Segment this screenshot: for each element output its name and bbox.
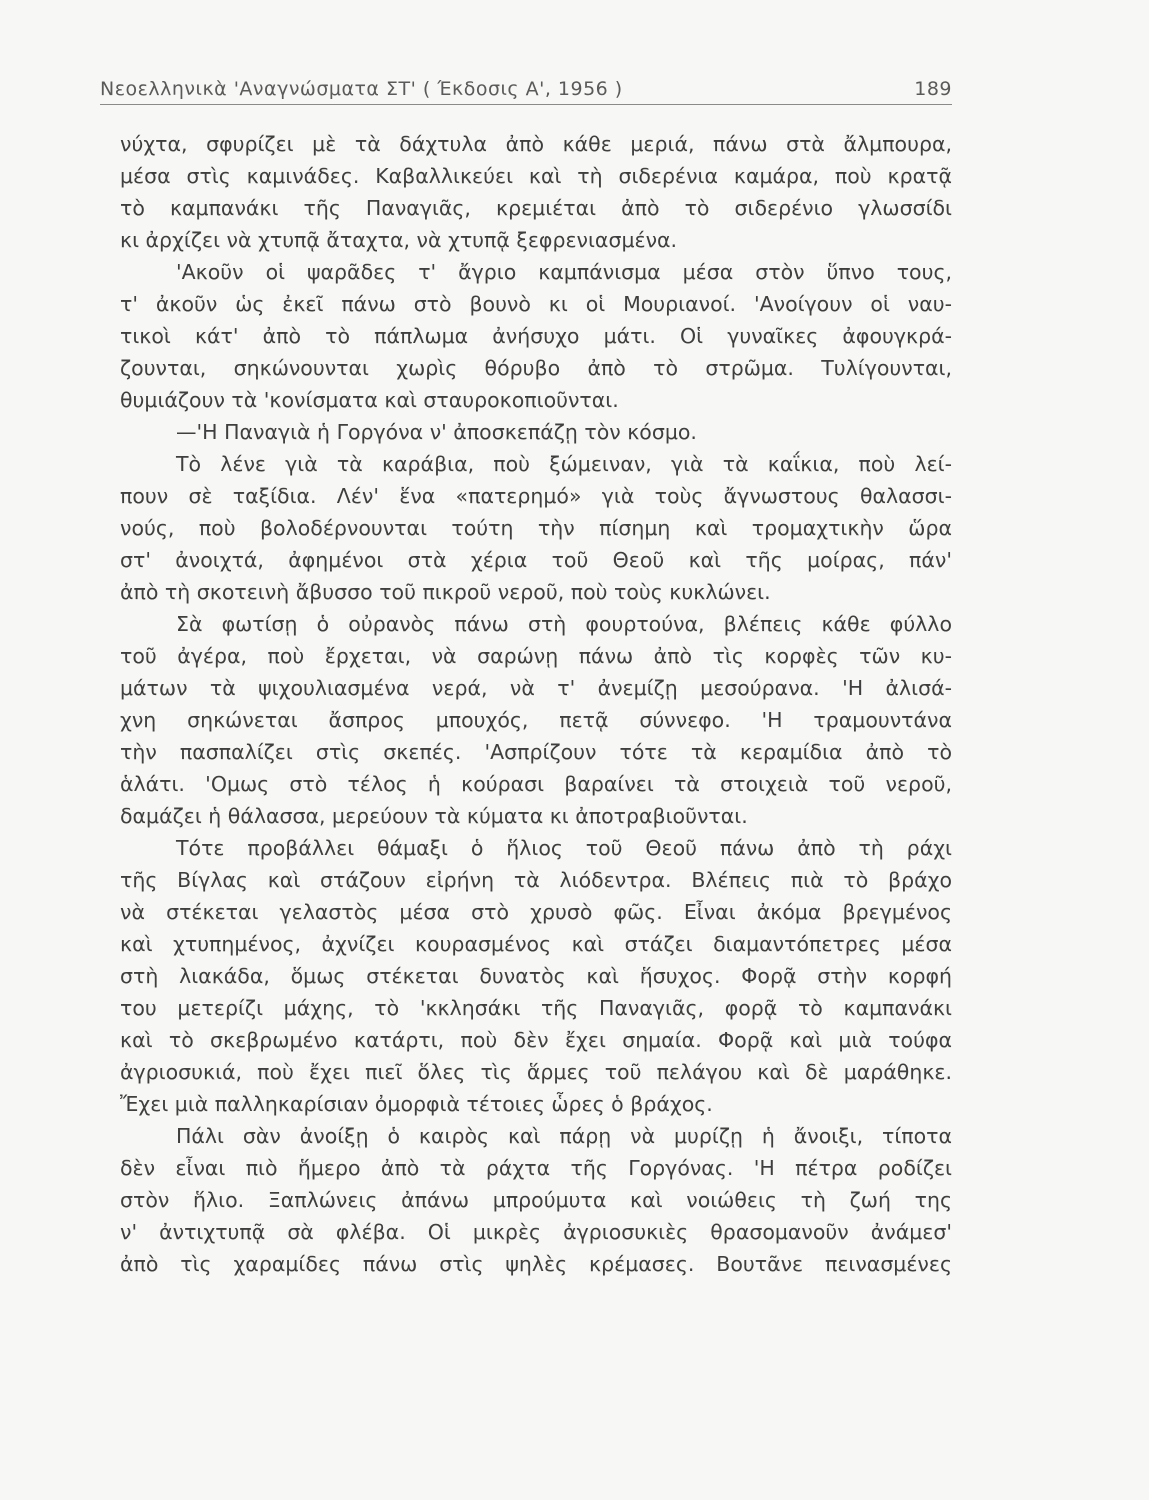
text-line: του μετερίζι μάχης, τὸ 'κκλησάκι τῆς Παναγιᾶς, φορᾷ τὸ καμπανάκι [120, 996, 952, 1020]
text-line: μάτων τὰ ψιχουλιασμένα νερά, νὰ τ' ἀνεμίζῃ μεσούρανα. 'Η ἀλισά- [120, 676, 952, 700]
text-line: ζουνται, σηκώνουνται χωρὶς θόρυβο ἀπὸ τὸ στρῶμα. Τυλίγουνται, [120, 356, 952, 380]
paragraph [120, 608, 952, 832]
text-line: μέσα στὶς καμινάδες. Καβαλλικεύει καὶ τὴ σιδερένια καμάρα, ποὺ κρατᾷ [120, 164, 952, 188]
text-line: δὲν εἶναι πιὸ ἥμερο ἀπὸ τὰ ράχτα τῆς Γοργόνας. 'Η πέτρα ροδίζει [120, 1156, 952, 1180]
text-line: Τότε προβάλλει θάμαξι ὁ ἥλιος τοῦ Θεοῦ πάνω ἀπὸ τὴ ράχι [176, 836, 952, 860]
text-line: ἀπὸ τὶς χαραμίδες πάνω στὶς ψηλὲς κρέμασες. Βουτᾶνε πεινασμένες [120, 1252, 952, 1276]
text-line: δαμάζει ἡ θάλασσα, μερεύουν τὰ κύματα κι ἀποτραβιοῦνται. [120, 804, 748, 828]
text-line: Πάλι σὰν ἀνοίξῃ ὁ καιρὸς καὶ πάρῃ νὰ μυρίζῃ ἡ ἄνοιξι, τίποτα [176, 1124, 952, 1148]
text-line: πουν σὲ ταξίδια. Λέν' ἕνα «πατερημό» γιὰ τοὺς ἄγνωστους θαλασσι- [120, 484, 952, 508]
paragraph [120, 448, 952, 608]
text-line: —'Η Παναγιὰ ἡ Γοργόνα ν' ἀποσκεπάζῃ τὸν κόσμο. [176, 420, 697, 444]
text-line: καὶ χτυπημένος, ἀχνίζει κουρασμένος καὶ στάζει διαμαντόπετρες μέσα [120, 932, 952, 956]
text-line: τὸ καμπανάκι τῆς Παναγιᾶς, κρεμιέται ἀπὸ τὸ σιδερένιο γλωσσίδι [120, 196, 952, 220]
text-line: Ἔχει μιὰ παλληκαρίσιαν ὀμορφιὰ τέτοιες ὧρες ὁ βράχος. [120, 1092, 713, 1116]
text-line: νούς, ποὺ βολοδέρνουνται τούτη τὴν πίσημη καὶ τρομαχτικὴν ὥρα [120, 516, 952, 540]
text-line: 'Ακοῦν οἱ ψαρᾶδες τ' ἄγριο καμπάνισμα μέσα στὸν ὕπνο τους, [176, 260, 952, 284]
text-line: καὶ τὸ σκεβρωμένο κατάρτι, ποὺ δὲν ἔχει σημαία. Φορᾷ καὶ μιὰ τούφα [120, 1028, 952, 1052]
text-line: ἁλάτι. 'Ομως στὸ τέλος ἡ κούρασι βαραίνει τὰ στοιχειὰ τοῦ νεροῦ, [120, 772, 952, 796]
text-line: τὴν πασπαλίζει στὶς σκεπές. 'Ασπρίζουν τότε τὰ κεραμίδια ἀπὸ τὸ [120, 740, 952, 764]
text-line: ἀγριοσυκιά, ποὺ ἔχει πιεῖ ὅλες τὶς ἅρμες τοῦ πελάγου καὶ δὲ μαράθηκε. [120, 1060, 952, 1084]
running-header [100, 66, 952, 100]
text-line: νύχτα, σφυρίζει μὲ τὰ δάχτυλα ἀπὸ κάθε μεριά, πάνω στὰ ἄλμπουρα, [120, 132, 952, 156]
running-title: Νεοελληνικὰ 'Αναγνώσματα ΣΤ' ( Έκδοσις Α', 1956 ) [100, 78, 623, 100]
header-rule [100, 104, 952, 105]
body-text [120, 128, 952, 1280]
text-line: στ' ἀνοιχτά, ἀφημένοι στὰ χέρια τοῦ Θεοῦ καὶ τῆς μοίρας, πάν' [120, 548, 952, 572]
paragraph [120, 256, 952, 416]
text-line: χνη σηκώνεται ἄσπρος μπουχός, πετᾷ σύννεφο. 'Η τραμουντάνα [120, 708, 952, 732]
paragraph [120, 1120, 952, 1280]
text-line: ν' ἀντιχτυπᾷ σὰ φλέβα. Οἱ μικρὲς ἀγριοσυκιὲς θρασομανοῦν ἀνάμεσ' [120, 1220, 952, 1244]
paragraph-dialogue [120, 416, 952, 448]
text-line: τικοὶ κάτ' ἀπὸ τὸ πάπλωμα ἀνήσυχο μάτι. Οἱ γυναῖκες ἀφουγκρά- [120, 324, 952, 348]
text-line: κι ἀρχίζει νὰ χτυπᾷ ἄταχτα, νὰ χτυπᾷ ξεφρενιασμένα. [120, 228, 678, 252]
paragraph-continuation [120, 128, 952, 256]
text-line: τοῦ ἀγέρα, ποὺ ἔρχεται, νὰ σαρώνῃ πάνω ἀπὸ τὶς κορφὲς τῶν κυ- [120, 644, 952, 668]
text-line: νὰ στέκεται γελαστὸς μέσα στὸ χρυσὸ φῶς. Εἶναι ἀκόμα βρεγμένος [120, 900, 952, 924]
paragraph [120, 832, 952, 1120]
text-line: ἀπὸ τὴ σκοτεινὴ ἄβυσσο τοῦ πικροῦ νεροῦ, ποὺ τοὺς κυκλώνει. [120, 580, 771, 604]
text-line: Σὰ φωτίσῃ ὁ οὐρανὸς πάνω στὴ φουρτούνα, βλέπεις κάθε φύλλο [176, 612, 952, 636]
text-line: Τὸ λένε γιὰ τὰ καράβια, ποὺ ξώμειναν, γιὰ τὰ καΐκια, ποὺ λεί- [176, 452, 952, 476]
page-number: 189 [914, 78, 952, 100]
text-line: θυμιάζουν τὰ 'κονίσματα καὶ σταυροκοπιοῦνται. [120, 388, 619, 412]
text-line: στὸν ἥλιο. Ξαπλώνεις ἀπάνω μπρούμυτα καὶ νοιώθεις τὴ ζωή της [120, 1188, 952, 1212]
text-line: τῆς Βίγλας καὶ στάζουν εἰρήνη τὰ λιόδεντρα. Βλέπεις πιὰ τὸ βράχο [120, 868, 952, 892]
text-line: στὴ λιακάδα, ὅμως στέκεται δυνατὸς καὶ ἥσυχος. Φορᾷ στὴν κορφή [120, 964, 952, 988]
text-line: τ' ἀκοῦν ὡς ἐκεῖ πάνω στὸ βουνὸ κι οἱ Μουριανοί. 'Ανοίγουν οἱ ναυ- [120, 292, 952, 316]
